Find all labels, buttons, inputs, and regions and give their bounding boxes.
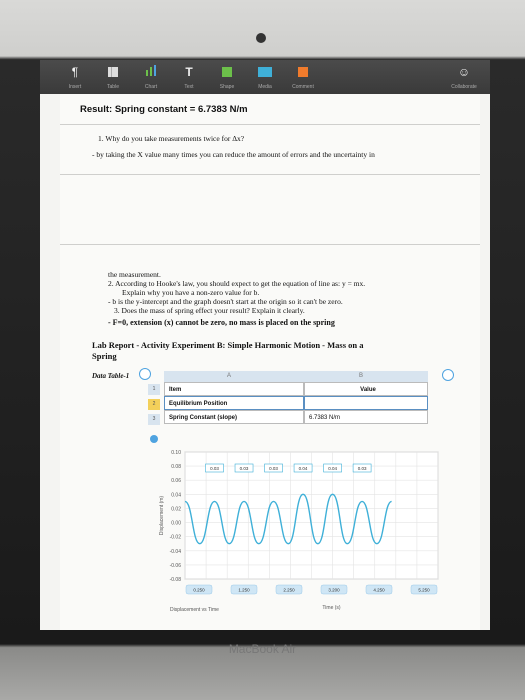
toolbar-insert-label: Insert [68, 84, 82, 90]
collaborate-icon: ☺ [457, 65, 471, 79]
x-range-label: 1.250 [238, 587, 250, 593]
data-table-label: Data Table-1 [92, 372, 130, 380]
page-break-bottom [60, 244, 480, 245]
peak-label: 0.03 [210, 466, 219, 471]
toolbar-comment-label: Comment [292, 84, 314, 90]
answer-3: - F=0, extension (x) cannot be zero, no mass is placed on the spring [108, 318, 335, 327]
question-2-line-1: 2. According to Hooke's law, you should expect to get the equation of line as: y = mx. [108, 279, 366, 288]
toolbar-media-button[interactable] [248, 64, 282, 90]
question-2-line-2: Explain why you have a non-zero value for b. [122, 288, 260, 297]
question-1: 1. Why do you take measurements twice for Δx? [98, 134, 245, 143]
webcam [256, 33, 266, 43]
row-header-3[interactable]: 3 [148, 414, 160, 425]
row-header-1[interactable]: 1 [148, 384, 160, 395]
table-icon [96, 64, 130, 80]
answer-2: - b is the y-intercept and the graph doesn't start at the origin so it can't be zero. [108, 297, 343, 306]
x-axis-label: Time (s) [322, 605, 341, 611]
document-page[interactable] [60, 94, 480, 630]
text-icon: T [185, 65, 193, 79]
x-range-label: 0.250 [193, 587, 205, 593]
toolbar-shape-label: Shape [219, 84, 235, 90]
result-text: Result: Spring constant = 6.7383 N/m [80, 104, 248, 115]
peak-label: 0.04 [328, 466, 337, 471]
displacement-time-chart[interactable] [130, 444, 450, 624]
media-icon [248, 64, 282, 80]
x-range-label: 3.200 [328, 587, 340, 593]
paragraph-icon: ¶ [71, 65, 79, 79]
graph-toggle-button[interactable] [150, 435, 158, 443]
screen [40, 60, 490, 630]
toolbar-shape-button[interactable] [210, 64, 244, 90]
y-tick-label: 0.06 [171, 478, 181, 485]
pages-toolbar [40, 60, 490, 94]
page-break-top [60, 174, 480, 175]
y-tick-label: 0.04 [171, 492, 181, 499]
y-tick-label: 0.10 [171, 450, 181, 456]
shape-icon [210, 64, 244, 80]
table-cell-spring-constant-label[interactable]: Spring Constant (slope) [164, 410, 304, 424]
y-tick-label: -0.04 [169, 548, 181, 555]
table-cell-item-header[interactable]: Item [164, 382, 304, 396]
toolbar-text-button[interactable] [172, 64, 206, 90]
y-tick-label: -0.08 [169, 577, 181, 583]
section-heading-line-2: Spring [92, 351, 117, 361]
peak-label: 0.04 [298, 466, 308, 471]
peak-label: 0.03 [357, 466, 367, 471]
macbook-brand-label: MacBook Air [228, 642, 297, 656]
toolbar-insert-button[interactable] [58, 64, 92, 90]
table-cell-equilibrium-value[interactable] [304, 396, 428, 410]
answer-1: - by taking the X value many times you can reduce the amount of errors and the uncertainty in [92, 150, 375, 159]
chart-label: Displacement vs Time [170, 607, 219, 613]
row-header-2[interactable]: 2 [148, 399, 160, 410]
peak-label: 0.03 [269, 466, 278, 471]
question-3: 3. Does the mass of spring effect your result? Explain it clearly. [114, 306, 305, 315]
toolbar-chart-button[interactable] [134, 64, 168, 90]
y-tick-label: 0.02 [171, 506, 181, 513]
table-cell-spring-constant-value[interactable]: 6.7383 N/m [304, 410, 428, 424]
toolbar-chart-label: Chart [144, 84, 158, 90]
divider [60, 124, 480, 125]
toolbar-media-label: Media [258, 84, 272, 90]
toolbar-text-label: Text [184, 84, 194, 90]
x-range-label: 4.250 [373, 587, 385, 593]
toolbar-table-button[interactable] [96, 64, 130, 90]
table-cell-value-header[interactable]: Value [304, 382, 428, 396]
section-heading-line-1: Lab Report - Activity Experiment B: Simple Harmonic Motion - Mass on a [92, 340, 364, 350]
y-axis-label: Displacement (m) [159, 495, 165, 536]
chart-icon [134, 64, 168, 80]
x-range-label: 5.250 [418, 587, 430, 593]
table-cell-equilibrium-label[interactable]: Equilibrium Position [164, 396, 304, 410]
toolbar-comment-button[interactable] [286, 64, 320, 90]
toolbar-table-label: Table [107, 84, 119, 90]
answer-1-continued: the measurement. [108, 270, 161, 279]
x-range-label: 2.250 [283, 587, 295, 593]
column-header-b[interactable]: B [294, 371, 428, 382]
collaborate-button[interactable] [444, 64, 484, 90]
column-header-a[interactable]: A [164, 371, 294, 382]
collaborate-label: Collaborate [451, 84, 477, 90]
table-add-row-button[interactable] [139, 368, 151, 380]
comment-icon [286, 64, 320, 80]
y-tick-label: -0.06 [169, 562, 181, 569]
y-tick-label: 0.00 [171, 520, 181, 527]
table-add-column-button[interactable] [442, 369, 454, 381]
y-tick-label: -0.02 [169, 534, 181, 541]
peak-label: 0.03 [239, 466, 249, 471]
y-tick-label: 0.08 [171, 464, 181, 471]
